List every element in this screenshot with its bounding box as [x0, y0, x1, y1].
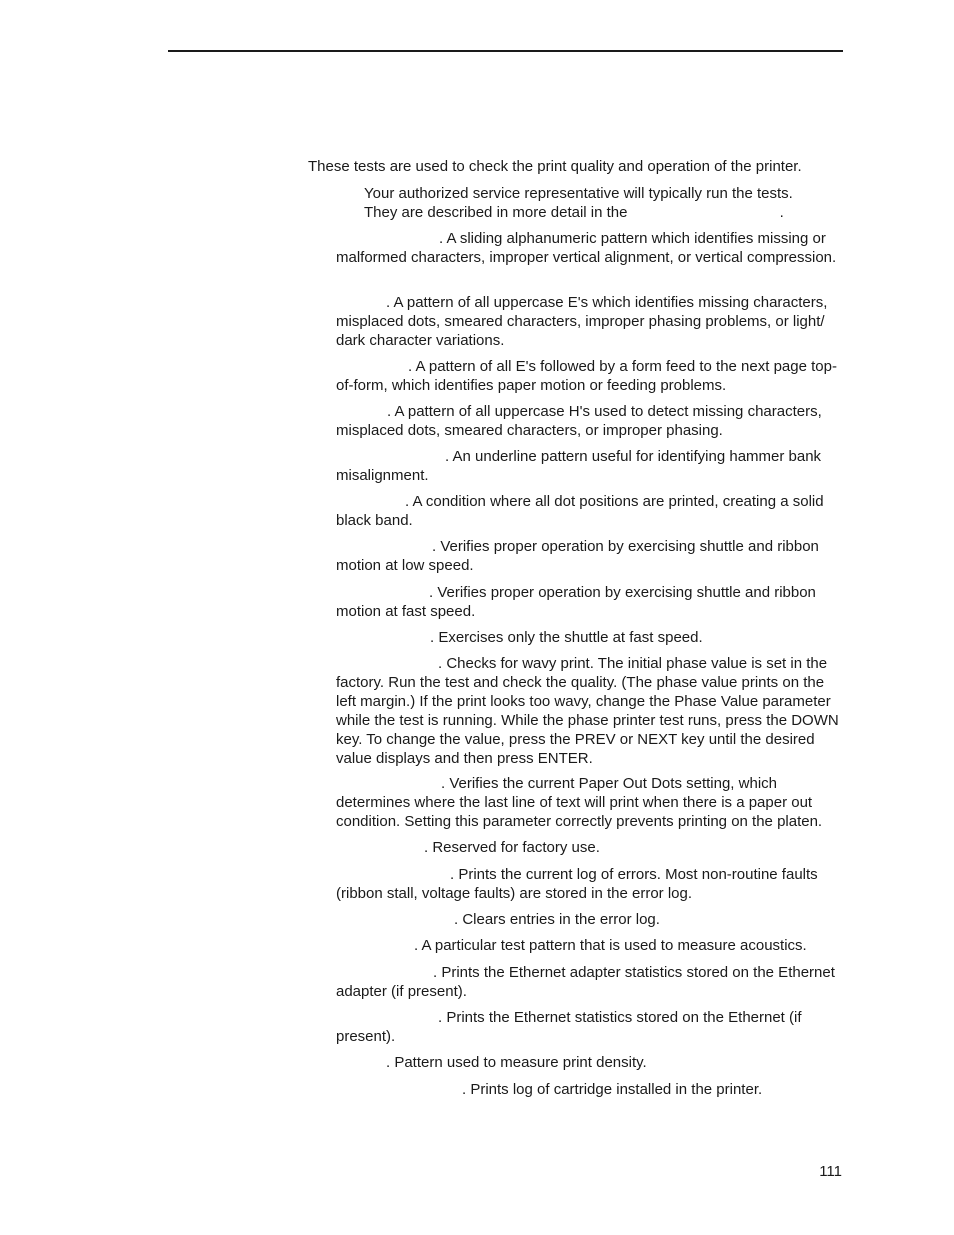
test-description: . A pattern of all E's followed by a form feed to the next page top-of-form, which identifies paper motion or feeding problems.	[336, 358, 837, 394]
test-description: . Exercises only the shuttle at fast speed.	[430, 629, 703, 646]
test-item-7	[336, 537, 846, 575]
test-description: . Pattern used to measure print density.	[386, 1054, 647, 1071]
test-description: . A pattern of all uppercase H's used to detect missing characters, misplaced dots, smeared characters, or improper phasing.	[336, 403, 822, 439]
test-item-1	[336, 229, 846, 267]
test-description: . A particular test pattern that is used to measure acoustics.	[414, 937, 807, 954]
test-item-5	[336, 447, 846, 485]
test-description: . Prints the Ethernet adapter statistics stored on the Ethernet adapter (if present).	[336, 964, 835, 1000]
page-number: 111	[819, 1163, 842, 1180]
note-paragraph	[364, 184, 834, 222]
test-item-3	[336, 357, 846, 395]
test-item-6	[336, 492, 846, 530]
test-item-17	[336, 1008, 846, 1046]
test-item-10	[336, 654, 846, 768]
test-description: . An underline pattern useful for identifying hammer bank misalignment.	[336, 448, 822, 484]
test-description: . A condition where all dot positions are printed, creating a solid black band.	[336, 493, 824, 529]
test-item-12	[336, 838, 846, 857]
test-description: . Prints the current log of errors. Most non-routine faults (ribbon stall, voltage faults) are stored in the error log.	[336, 866, 818, 902]
test-item-15	[336, 936, 846, 955]
test-description: . Verifies proper operation by exercising shuttle and ribbon motion at low speed.	[336, 538, 819, 574]
intro-paragraph: These tests are used to check the print quality and operation of the printer.	[308, 158, 802, 175]
note-line-1: Your authorized service representative will typically run the tests.	[364, 185, 793, 202]
test-item-8	[336, 583, 846, 621]
test-description: . Verifies proper operation by exercising shuttle and ribbon motion at fast speed.	[336, 584, 816, 620]
test-description: . Clears entries in the error log.	[454, 911, 660, 928]
test-item-2	[336, 293, 846, 350]
test-item-4	[336, 402, 846, 440]
test-item-9	[336, 628, 846, 647]
test-description: . Prints log of cartridge installed in the printer.	[462, 1081, 763, 1098]
test-item-14	[336, 910, 846, 929]
test-item-16	[336, 963, 846, 1001]
test-item-18	[336, 1053, 846, 1072]
note-line-2-end: .	[779, 204, 784, 221]
test-item-19	[336, 1080, 846, 1099]
test-description: . Reserved for factory use.	[424, 839, 600, 856]
test-description: . Verifies the current Paper Out Dots setting, which determines where the last line of text will print when there is a paper out condition. Setting this parameter correctly prevents printing on the platen.	[336, 775, 823, 830]
test-description: . A sliding alphanumeric pattern which identifies missing or malformed characters, improper vertical alignment, or vertical compression.	[336, 230, 837, 266]
test-item-13	[336, 865, 846, 903]
header-rule	[168, 50, 843, 52]
test-description: . Checks for wavy print. The initial phase value is set in the factory. Run the test and check the quality. (The phase value prints on the left margin.) If the print looks too wavy, change the Phase Value parameter while the test is running. While the phase printer test runs, press the DOWN key. To change the value, press the PREV or NEXT key until the desired value displays and then press ENTER.	[336, 655, 839, 767]
test-description: . A pattern of all uppercase E's which identifies missing characters, misplaced dots, smeared characters, improper phasing problems, or light/ dark character variations.	[336, 294, 828, 349]
test-description: . Prints the Ethernet statistics stored on the Ethernet (if present).	[336, 1009, 802, 1045]
note-line-2: They are described in more detail in the	[364, 204, 628, 221]
test-item-11	[336, 774, 846, 831]
